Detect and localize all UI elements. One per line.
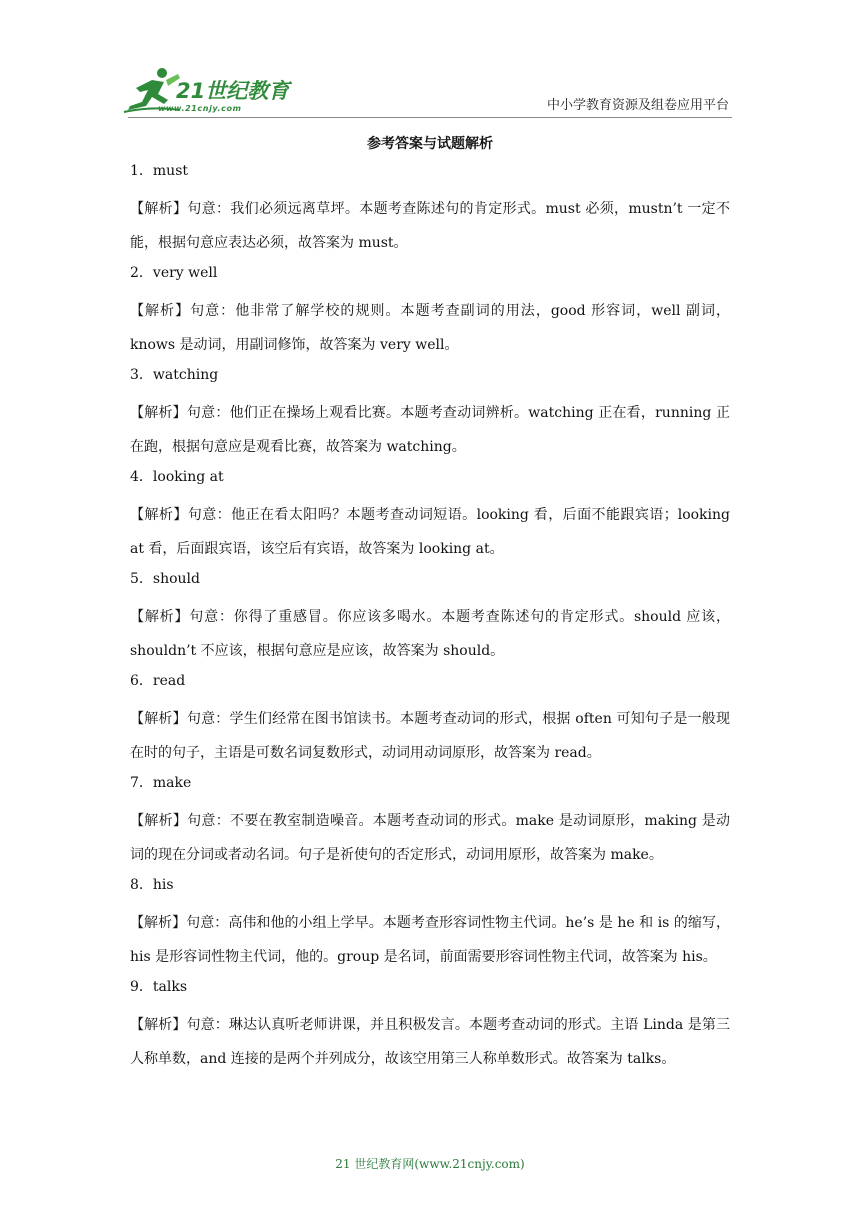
answer-text: 4．looking at: [130, 469, 224, 485]
platform-tagline: 中小学教育资源及组卷应用平台: [546, 98, 729, 113]
answer-item: [130, 464, 730, 566]
answer-text: 2．very well: [130, 265, 218, 281]
site-logo[interactable]: [122, 66, 292, 116]
explanation-text: 【解析】句意：他非常了解学校的规则。本题考查副词的用法，good 形容词，well 副词，knows 是动词，用副词修饰，故答案为 very well。: [130, 303, 730, 353]
explanation-text: 【解析】句意：他正在看太阳吗？本题考查动词短语。looking 看，后面不能跟宾语；looking at 看，后面跟宾语，该空后有宾语，故答案为 looking at。: [130, 507, 730, 557]
answer-list: [130, 158, 730, 1076]
explanation-text: 【解析】句意：学生们经常在图书馆读书。本题考查动词的形式，根据 often 可知句子是一般现在时的句子，主语是可数名词复数形式，动词用动词原形，故答案为 read。: [130, 711, 730, 761]
answer-item: [130, 260, 730, 362]
answer-item: [130, 566, 730, 668]
answer-item: [130, 974, 730, 1076]
logo-url: www.21cnjy.com: [158, 104, 242, 113]
page-header: [0, 0, 860, 120]
answer-text: 9．talks: [130, 979, 188, 995]
answer-text: 6．read: [130, 673, 186, 689]
logo-text: 21世纪教育: [176, 79, 290, 103]
explanation-text: 【解析】句意：不要在教室制造噪音。本题考查动词的形式。make 是动词原形，making 是动词的现在分词或者动名词。句子是祈使句的否定形式，动词用原形，故答案为 make。: [130, 813, 730, 863]
answer-item: [130, 668, 730, 770]
answer-text: 5．should: [130, 571, 200, 587]
page-footer[interactable]: 21 世纪教育网(www.21cnjy.com): [335, 1157, 525, 1171]
answer-item: [130, 872, 730, 974]
answer-text: 1．must: [130, 163, 189, 179]
answer-item: [130, 158, 730, 260]
header-divider: [128, 117, 732, 118]
answer-item: [130, 362, 730, 464]
answer-text: 3．watching: [130, 367, 219, 383]
answer-text: 7．make: [130, 775, 192, 791]
page-title: 参考答案与试题解析: [367, 136, 493, 152]
explanation-text: 【解析】句意：我们必须远离草坪。本题考查陈述句的肯定形式。must 必须，mustn’t 一定不能，根据句意应表达必须，故答案为 must。: [130, 201, 730, 251]
explanation-text: 【解析】句意：琳达认真听老师讲课，并且积极发言。本题考查动词的形式。主语 Linda 是第三人称单数，and 连接的是两个并列成分，故该空用第三人称单数形式。故答案为 talks。: [130, 1017, 730, 1067]
answer-item: [130, 770, 730, 872]
explanation-text: 【解析】句意：你得了重感冒。你应该多喝水。本题考查陈述句的肯定形式。should 应该，shouldn’t 不应该，根据句意应是应该，故答案为 should。: [130, 609, 730, 659]
answer-text: 8．his: [130, 877, 174, 893]
explanation-text: 【解析】句意：他们正在操场上观看比赛。本题考查动词辨析。watching 正在看，running 正在跑，根据句意应是观看比赛，故答案为 watching。: [130, 405, 730, 455]
explanation-text: 【解析】句意：高伟和他的小组上学早。本题考查形容词性物主代词。he’s 是 he 和 is 的缩写，his 是形容词性物主代词，他的。group 是名词，前面需要形容词性物主代词，故答案为 his。: [130, 915, 730, 965]
